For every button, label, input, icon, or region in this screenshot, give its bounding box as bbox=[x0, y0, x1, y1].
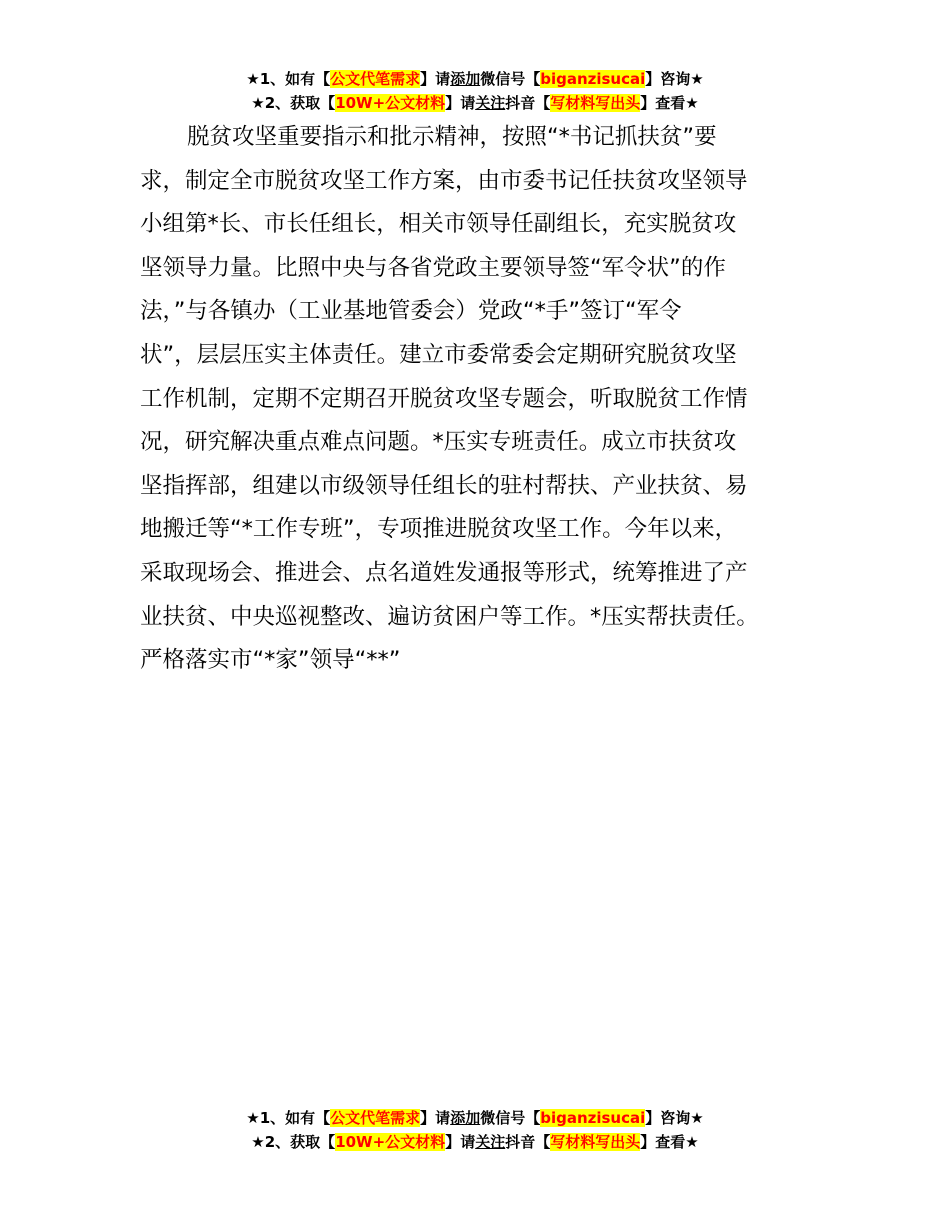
follow-underlined-text: 关注 bbox=[475, 1133, 506, 1151]
header-line1-prefix: ★1、如有【 bbox=[246, 70, 331, 88]
body-line: 小组第*长、市长任组长，相关市领导任副组长，充实脱贫攻 bbox=[140, 211, 737, 238]
footer-line1-middle2: 微信号【 bbox=[480, 1109, 541, 1127]
body-line: 求，制定全市脱贫攻坚工作方案，由市委书记任扶贫攻坚领导 bbox=[140, 167, 748, 194]
add-underlined-text: 添加 bbox=[450, 1109, 481, 1127]
wechat-id-highlight: biganzisucai bbox=[540, 1109, 646, 1127]
body-line: 地搬迁等“*工作专班”，专项推进脱贫攻坚工作。今年以来， bbox=[140, 516, 738, 543]
header-banner-line-1 bbox=[0, 67, 950, 91]
footer-line1-prefix: ★1、如有【 bbox=[246, 1109, 331, 1127]
footer-line1-suffix: 】咨询★ bbox=[645, 1109, 704, 1127]
header-line1-middle1: 】请 bbox=[420, 70, 451, 88]
footer-banner bbox=[0, 1106, 950, 1154]
douyin-account-highlight: 写材料写出头 bbox=[550, 94, 641, 112]
body-line: 坚领导力量。比照中央与各省党政主要领导签“军令状”的作 bbox=[140, 254, 726, 281]
body-line: 法，”与各镇办（工业基地管委会）党政“*手”签订“军令 bbox=[140, 298, 682, 325]
body-line: 状”，层层压实主体责任。建立市委常委会定期研究脱贫攻坚 bbox=[140, 341, 737, 368]
header-line2-middle1: 】请 bbox=[445, 94, 476, 112]
body-line: 采取现场会、推进会、点名道姓发通报等形式，统筹推进了产 bbox=[140, 559, 748, 586]
footer-line2-prefix: ★2、获取【 bbox=[251, 1133, 336, 1151]
ghostwriting-highlight: 公文代笔需求 bbox=[330, 1109, 421, 1127]
body-line: 脱贫攻坚重要指示和批示精神，按照“*书记抓扶贫”要 bbox=[187, 124, 717, 150]
header-line1-suffix: 】咨询★ bbox=[645, 70, 704, 88]
header-line1-middle2: 微信号【 bbox=[480, 70, 541, 88]
document-body bbox=[140, 116, 830, 683]
footer-banner-line-2 bbox=[0, 1130, 950, 1154]
body-line: 坚指挥部，组建以市级领导任组长的驻村帮扶、产业扶贫、易 bbox=[140, 472, 748, 499]
header-line2-prefix: ★2、获取【 bbox=[251, 94, 336, 112]
footer-line1-middle1: 】请 bbox=[420, 1109, 451, 1127]
body-line: 况，研究解决重点难点问题。*压实专班责任。成立市扶贫攻 bbox=[140, 429, 737, 456]
body-line: 严格落实市“*家”领导“**” bbox=[140, 647, 401, 674]
follow-underlined-text: 关注 bbox=[475, 94, 506, 112]
footer-banner-line-1 bbox=[0, 1106, 950, 1130]
header-banner bbox=[0, 67, 950, 115]
header-line2-middle2: 抖音【 bbox=[505, 94, 551, 112]
add-underlined-text: 添加 bbox=[450, 70, 481, 88]
body-line: 工作机制，定期不定期召开脱贫攻坚专题会，听取脱贫工作情 bbox=[140, 385, 748, 412]
footer-line2-middle2: 抖音【 bbox=[505, 1133, 551, 1151]
body-line: 业扶贫、中央巡视整改、遍访贫困户等工作。*压实帮扶责任。 bbox=[140, 603, 759, 630]
footer-line2-middle1: 】请 bbox=[445, 1133, 476, 1151]
douyin-account-highlight: 写材料写出头 bbox=[550, 1133, 641, 1151]
footer-line2-suffix: 】查看★ bbox=[640, 1133, 699, 1151]
materials-highlight: 10W+公文材料 bbox=[335, 1133, 446, 1151]
wechat-id-highlight: biganzisucai bbox=[540, 70, 646, 88]
header-banner-line-2 bbox=[0, 91, 950, 115]
header-line2-suffix: 】查看★ bbox=[640, 94, 699, 112]
ghostwriting-highlight: 公文代笔需求 bbox=[330, 70, 421, 88]
materials-highlight: 10W+公文材料 bbox=[335, 94, 446, 112]
